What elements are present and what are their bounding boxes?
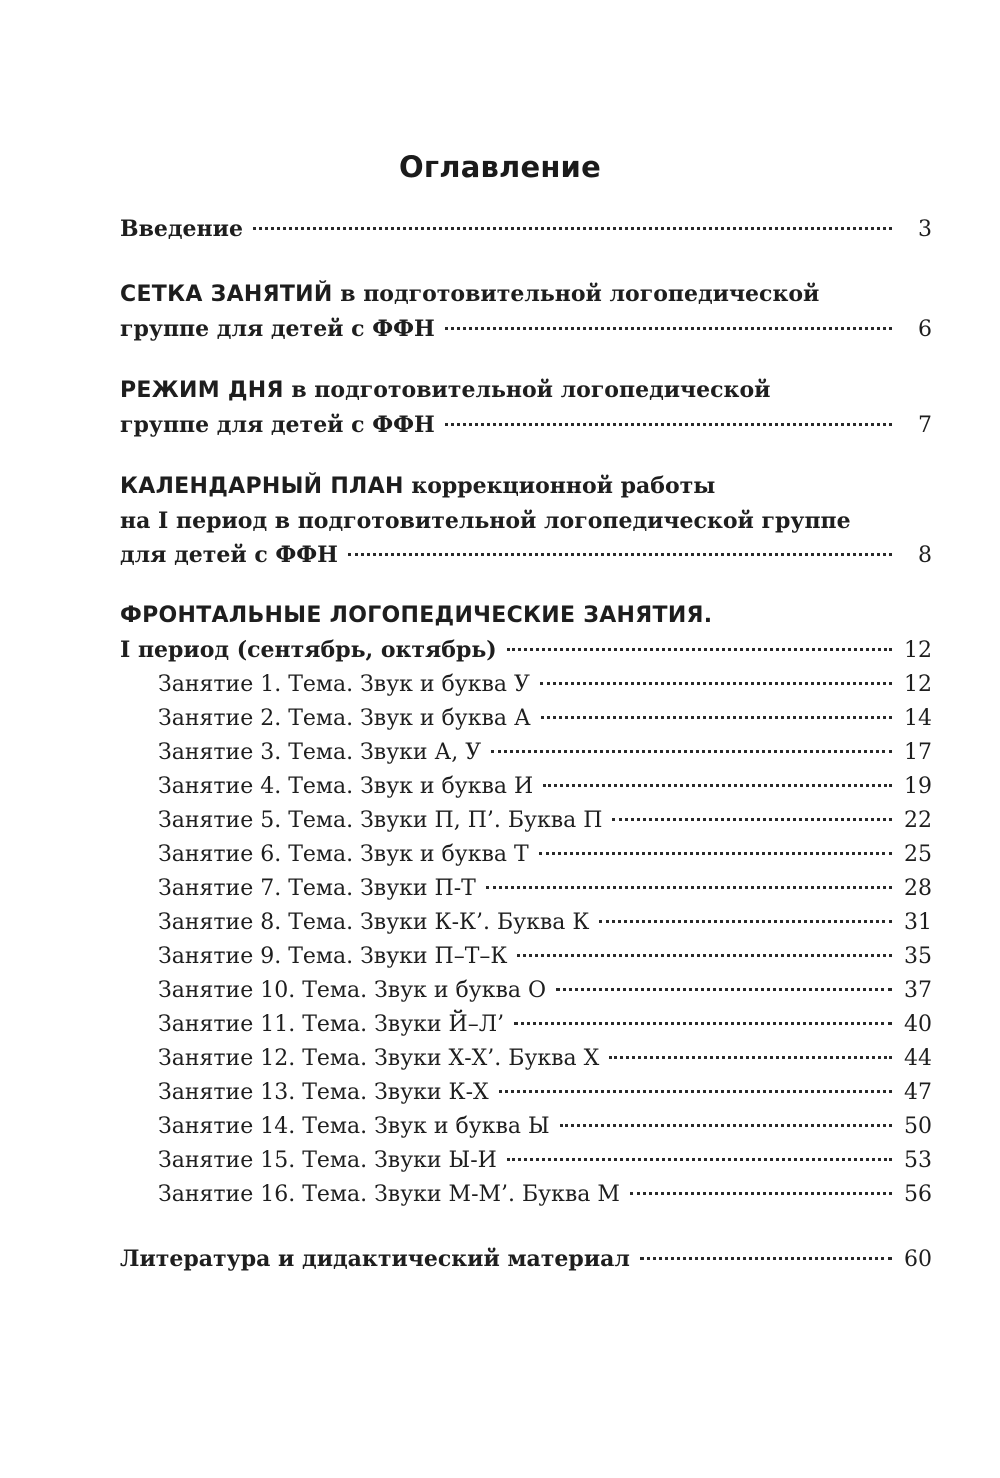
- toc-lesson-label: Занятие 4. Тема. Звук и буква И: [158, 774, 534, 799]
- table-of-contents: [120, 212, 932, 1277]
- page-number: 6: [918, 317, 932, 342]
- toc-lesson-item: [158, 838, 932, 872]
- dot-leader: [499, 1090, 892, 1093]
- toc-lesson-label: Занятие 6. Тема. Звук и буква Т: [158, 842, 529, 867]
- toc-entry-caps: ФРОНТАЛЬНЫЕ ЛОГОПЕДИЧЕСКИЕ ЗАНЯТИЯ.: [120, 603, 713, 628]
- toc-entry-frontal-lessons: [120, 599, 932, 668]
- toc-lesson-label: Занятие 3. Тема. Звуки А, У: [158, 740, 482, 765]
- page-number: 50: [904, 1114, 932, 1139]
- toc-lesson-item: [158, 974, 932, 1008]
- toc-lesson-label: Занятие 10. Тема. Звук и буква О: [158, 978, 547, 1003]
- page-number: 14: [904, 706, 932, 731]
- toc-lesson-label: Занятие 2. Тема. Звук и буква А: [158, 706, 531, 731]
- toc-entry-label-line2: I период (сентябрь, октябрь): [120, 637, 497, 663]
- toc-entry-literature: [120, 1242, 932, 1277]
- dot-leader: [541, 716, 892, 719]
- dot-leader: [640, 1257, 892, 1260]
- toc-entry-label-line2: группе для детей с ФФН: [120, 412, 435, 438]
- toc-lesson-item: [158, 1008, 932, 1042]
- toc-lesson-item: [158, 770, 932, 804]
- dot-leader: [612, 818, 892, 821]
- toc-lesson-item: [158, 1076, 932, 1110]
- toc-lesson-label: Занятие 12. Тема. Звуки Х-Х’. Буква Х: [158, 1046, 600, 1071]
- page-number: 47: [904, 1080, 932, 1105]
- toc-entry-schedule-grid: [120, 277, 932, 347]
- page-number: 53: [904, 1148, 932, 1173]
- dot-leader: [560, 1124, 892, 1127]
- toc-lesson-item: [158, 668, 932, 702]
- toc-lesson-label: Занятие 9. Тема. Звуки П–Т–К: [158, 944, 508, 969]
- toc-lesson-label: Занятие 1. Тема. Звук и буква У: [158, 672, 530, 697]
- toc-entry-label-rest: в подготовительной логопедической: [283, 377, 771, 403]
- page-number: 35: [904, 944, 932, 969]
- toc-lesson-label: Занятие 5. Тема. Звуки П, П’. Буква П: [158, 808, 603, 833]
- page-number: 22: [904, 808, 932, 833]
- toc-lesson-item: [158, 1110, 932, 1144]
- toc-entry-caps: СЕТКА ЗАНЯТИЙ: [120, 282, 333, 307]
- page-number: 56: [904, 1182, 932, 1207]
- page-number: 17: [904, 740, 932, 765]
- dot-leader: [253, 227, 892, 230]
- toc-lesson-label: Занятие 7. Тема. Звуки П-Т: [158, 876, 476, 901]
- toc-lesson-item: [158, 940, 932, 974]
- dot-leader: [556, 988, 892, 991]
- dot-leader: [445, 423, 892, 426]
- toc-entry-calendar-plan: [120, 469, 932, 573]
- toc-entry-daily-routine: [120, 373, 932, 443]
- toc-lesson-label: Занятие 11. Тема. Звуки Й–Л’: [158, 1012, 505, 1037]
- dot-leader: [517, 954, 892, 957]
- dot-leader: [543, 784, 892, 787]
- toc-lesson-item: [158, 1042, 932, 1076]
- dot-leader: [539, 852, 892, 855]
- toc-lesson-item: [158, 702, 932, 736]
- toc-lesson-label: Занятие 15. Тема. Звуки Ы-И: [158, 1148, 497, 1173]
- page-number: 12: [904, 638, 932, 663]
- dot-leader: [609, 1056, 892, 1059]
- dot-leader: [445, 327, 892, 330]
- toc-entry-label: Введение: [120, 216, 243, 242]
- page-number: 25: [904, 842, 932, 867]
- dot-leader: [491, 750, 892, 753]
- toc-lesson-item: [158, 872, 932, 906]
- page-number: 7: [918, 413, 932, 438]
- toc-entry-label-rest: коррекционной работы: [403, 473, 716, 499]
- page-number: 60: [904, 1247, 932, 1272]
- dot-leader: [514, 1022, 892, 1025]
- page-number: 12: [904, 672, 932, 697]
- page-number: 28: [904, 876, 932, 901]
- toc-lesson-item: [158, 736, 932, 770]
- dot-leader: [507, 648, 892, 651]
- toc-entry-label-line2: группе для детей с ФФН: [120, 316, 435, 342]
- page-number: 19: [904, 774, 932, 799]
- dot-leader: [599, 920, 892, 923]
- toc-entry-label-rest: в подготовительной логопедической: [332, 281, 820, 307]
- dot-leader: [507, 1158, 892, 1161]
- toc-lesson-label: Занятие 8. Тема. Звуки К-К’. Буква К: [158, 910, 590, 935]
- toc-lesson-label: Занятие 14. Тема. Звук и буква Ы: [158, 1114, 550, 1139]
- page-number: 37: [904, 978, 932, 1003]
- toc-entry-label-line3: для детей с ФФН: [120, 542, 338, 568]
- page-number: 3: [918, 217, 932, 242]
- toc-lesson-label: Занятие 16. Тема. Звуки М-М’. Буква М: [158, 1182, 620, 1207]
- page-title: Оглавление: [399, 150, 601, 184]
- toc-lesson-item: [158, 1144, 932, 1178]
- toc-lesson-label: Занятие 13. Тема. Звуки К-Х: [158, 1080, 489, 1105]
- toc-lesson-item: [158, 906, 932, 940]
- toc-entry-caps: РЕЖИМ ДНЯ: [120, 378, 284, 403]
- toc-entry-label: Литература и дидактический материал: [120, 1246, 630, 1272]
- page-number: 44: [904, 1046, 932, 1071]
- toc-entry-label-line2: на I период в подготовительной логопедической группе: [120, 508, 851, 534]
- page-number: 40: [904, 1012, 932, 1037]
- dot-leader: [486, 886, 892, 889]
- lessons-list: [120, 668, 932, 1212]
- toc-entry-caps: КАЛЕНДАРНЫЙ ПЛАН: [120, 474, 404, 499]
- dot-leader: [540, 682, 892, 685]
- dot-leader: [630, 1192, 892, 1195]
- dot-leader: [348, 553, 892, 556]
- page-number: 31: [904, 910, 932, 935]
- page-number: 8: [918, 543, 932, 568]
- toc-lesson-item: [158, 804, 932, 838]
- toc-entry-introduction: [120, 212, 932, 247]
- toc-lesson-item: [158, 1178, 932, 1212]
